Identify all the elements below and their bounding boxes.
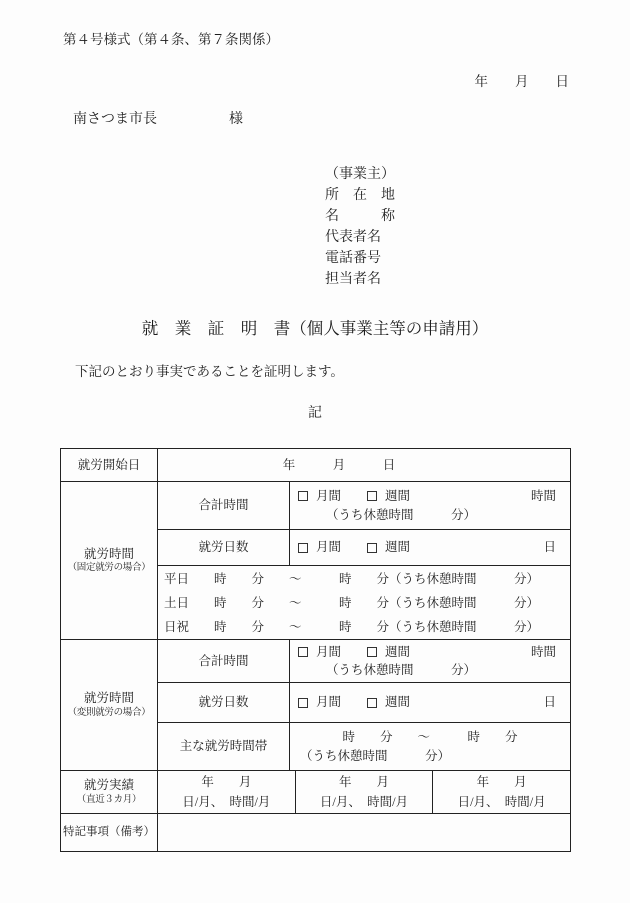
irregular-total-value <box>290 640 570 682</box>
irregular-total-break-note: （うち休憩時間 分） <box>326 663 477 677</box>
schedule-weekday-line: 平日 時 分 ～ 時 分（うち休憩時間 分） <box>164 571 540 586</box>
record-days-hours: 日/月、 時間/月 <box>319 794 409 809</box>
employer-field-representative: 代表者名 <box>325 230 381 245</box>
fixed-days-opt-weekly: 週間 <box>385 540 411 555</box>
record-days-hours: 日/月、 時間/月 <box>182 794 271 809</box>
ki-separator: 記 <box>308 406 322 421</box>
employer-field-name: 名 称 <box>325 209 395 224</box>
remarks-label: 特記事項（備考） <box>61 814 158 851</box>
irregular-days-value <box>290 683 570 722</box>
checkbox-monthly-icon <box>298 647 308 657</box>
fixed-days-unit: 日 <box>543 540 556 555</box>
irregular-total-opt-weekly: 週間 <box>385 644 411 659</box>
section-fixed-hours <box>61 481 570 639</box>
fixed-days-label: 就労日数 <box>158 530 290 565</box>
certification-statement: 下記のとおり事実であることを証明します。 <box>75 364 344 379</box>
work-record-header <box>61 771 158 813</box>
employer-block <box>325 164 395 290</box>
work-record-month-3 <box>432 771 570 813</box>
checkbox-weekly-icon <box>367 698 377 708</box>
fixed-total-opt-weekly: 週間 <box>385 489 411 503</box>
main-band-break-note: （うち休憩時間 分） <box>300 749 451 763</box>
addressee-name: 南さつま市長 <box>73 112 157 127</box>
row-start-date <box>61 449 570 481</box>
irregular-total-opt-monthly: 月間 <box>316 644 342 659</box>
record-days-hours: 日/月、 時間/月 <box>457 794 546 809</box>
schedule-holiday-line: 日祝 時 分 ～ 時 分（うち休憩時間 分） <box>164 619 540 634</box>
main-band-label: 主な就労時間帯 <box>158 723 290 770</box>
fixed-total-unit: 時間 <box>530 489 556 503</box>
row-work-record <box>61 770 570 813</box>
fixed-days-value <box>290 530 570 565</box>
issue-date-line: 年 月 日 <box>474 74 569 89</box>
row-fixed-work-days <box>158 529 570 565</box>
form-number: 第４号様式（第４条、第７条関係） <box>63 32 279 47</box>
employment-table <box>60 448 571 852</box>
work-record-label: 就労実績 <box>83 778 134 792</box>
addressee-honorific: 様 <box>229 112 243 127</box>
remarks-value <box>158 814 570 851</box>
employer-field-phone: 電話番号 <box>325 251 381 266</box>
checkbox-weekly-icon <box>367 647 377 657</box>
checkbox-monthly-icon <box>298 698 308 708</box>
irregular-hours-label: 就労時間 <box>83 691 134 705</box>
row-fixed-schedule <box>158 565 570 639</box>
addressee-line <box>73 108 243 128</box>
row-remarks <box>61 813 570 851</box>
fixed-total-label: 合計時間 <box>158 482 290 529</box>
work-record-month-1 <box>158 771 295 813</box>
record-year-month: 年 月 <box>201 775 252 789</box>
row-fixed-total-hours <box>158 482 570 529</box>
start-date-value: 年 月 日 <box>282 457 396 472</box>
employer-heading: （事業主） <box>325 167 395 182</box>
irregular-days-label: 就労日数 <box>158 683 290 722</box>
irregular-hours-header <box>61 640 158 770</box>
schedule-weekend-line: 土日 時 分 ～ 時 分（うち休憩時間 分） <box>164 595 540 610</box>
checkbox-monthly-icon <box>298 491 308 501</box>
fixed-hours-sublabel: （固定就労の場合） <box>67 563 151 573</box>
fixed-total-value <box>290 482 570 529</box>
fixed-total-opt-monthly: 月間 <box>316 489 342 503</box>
fixed-hours-header <box>61 482 158 639</box>
checkbox-monthly-icon <box>298 543 308 553</box>
row-main-time-band <box>158 722 570 770</box>
start-date-label: 就労開始日 <box>61 449 158 481</box>
irregular-total-label: 合計時間 <box>158 640 290 682</box>
row-irregular-work-days <box>158 682 570 722</box>
main-band-times: 時 分 ～ 時 分 <box>342 729 518 744</box>
irregular-days-opt-weekly: 週間 <box>385 695 411 710</box>
section-irregular-hours <box>61 639 570 770</box>
employer-field-contact: 担当者名 <box>325 272 381 287</box>
fixed-total-break-note: （うち休憩時間 分） <box>326 507 477 522</box>
record-year-month: 年 月 <box>339 775 390 789</box>
checkbox-weekly-icon <box>367 491 377 501</box>
fixed-hours-label: 就労時間 <box>83 546 134 561</box>
work-record-month-2 <box>295 771 433 813</box>
document-title: 就 業 証 明 書（個人事業主等の申請用） <box>141 319 489 338</box>
row-irregular-total-hours <box>158 640 570 682</box>
record-year-month: 年 月 <box>476 775 527 789</box>
checkbox-weekly-icon <box>367 543 377 553</box>
irregular-total-unit: 時間 <box>530 644 556 659</box>
fixed-days-opt-monthly: 月間 <box>316 540 342 555</box>
fixed-schedule-lines <box>158 566 570 639</box>
work-record-sublabel: （直近３カ月） <box>76 794 142 805</box>
main-band-value <box>290 723 570 770</box>
irregular-days-unit: 日 <box>543 695 556 710</box>
employer-field-address: 所 在 地 <box>325 188 395 203</box>
irregular-hours-sublabel: （変則就労の場合） <box>67 707 151 718</box>
irregular-days-opt-monthly: 月間 <box>316 695 342 710</box>
